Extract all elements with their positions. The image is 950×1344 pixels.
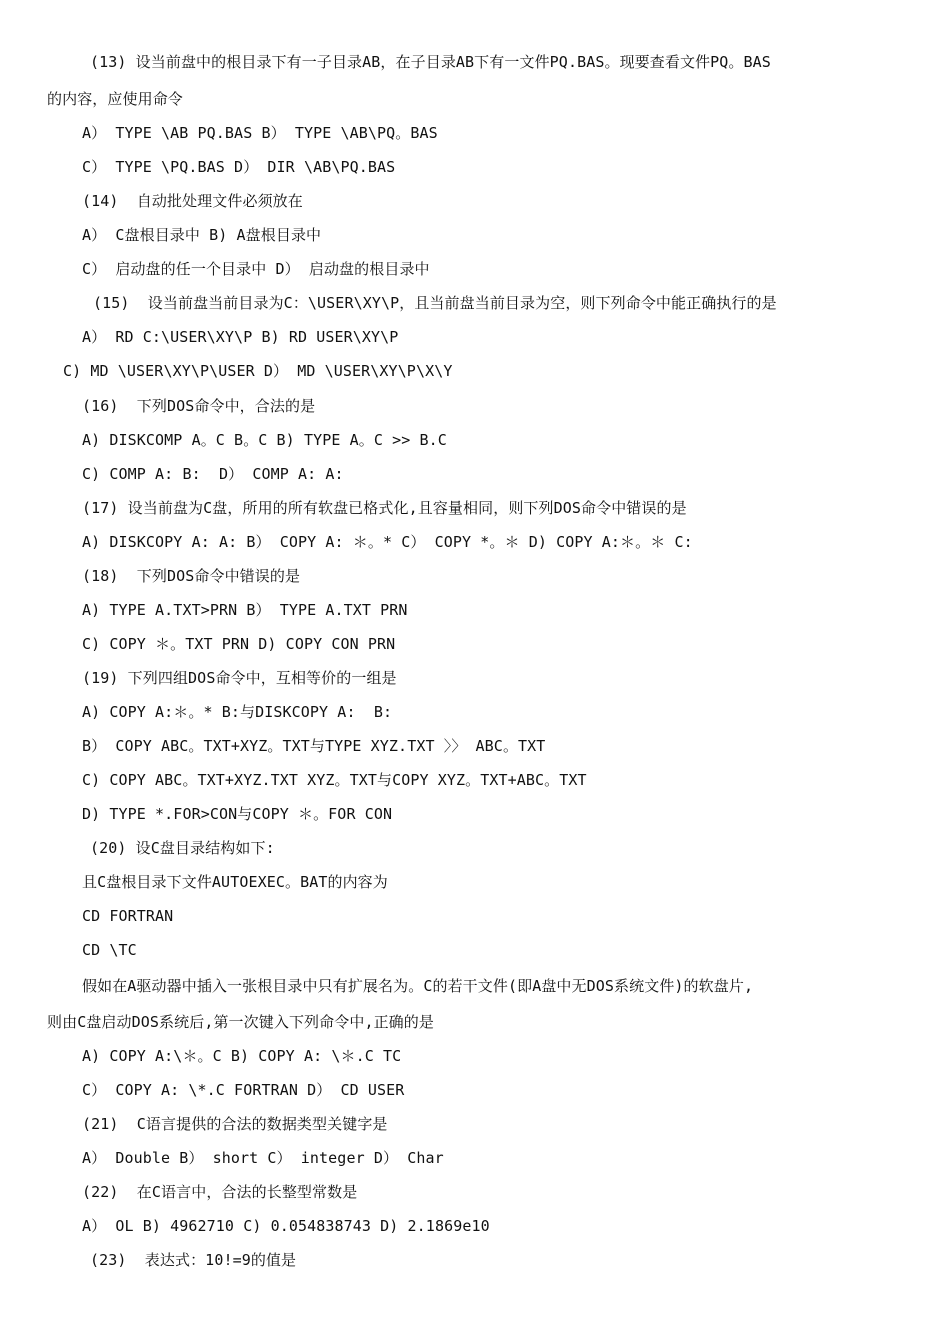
question-14-stem: (14) 自动批处理文件必须放在	[82, 192, 303, 210]
question-20-context-1: 假如在A驱动器中插入一张根目录中只有扩展名为。C的若干文件(即A盘中无DOS系统文件)的软盘片,	[82, 977, 754, 995]
question-19-option-b: B） COPY ABC。TXT+XYZ。TXT与TYPE XYZ.TXT 〉〉 ABC。TXT	[82, 737, 546, 755]
question-20-code-line-1: CD FORTRAN	[82, 907, 174, 925]
question-20-autoexec: 且C盘根目录下文件AUTOEXEC。BAT的内容为	[82, 873, 388, 891]
question-16-options-cd: C) COMP A: B: D） COMP A: A:	[82, 465, 344, 483]
question-19-stem: (19) 下列四组DOS命令中，互相等价的一组是	[82, 669, 397, 687]
question-20-code-line-2: CD \TC	[82, 941, 137, 959]
question-21-options: A） Double B） short C） integer D） Char	[82, 1149, 444, 1167]
question-21-stem: (21) C语言提供的合法的数据类型关键字是	[82, 1115, 388, 1133]
question-14-options-ab: A） C盘根目录中 B) A盘根目录中	[82, 226, 322, 244]
question-13-options-cd: C） TYPE \PQ.BAS D） DIR \AB\PQ.BAS	[82, 158, 396, 176]
question-22-options: A） OL B) 4962710 C) 0.054838743 D) 2.1869e10	[82, 1217, 490, 1235]
question-15-stem: (15) 设当前盘当前目录为C：\USER\XY\P，且当前盘当前目录为空，则下列命令中能正确执行的是	[93, 294, 777, 312]
question-13-stem-line-2: 的内容，应使用命令	[47, 90, 183, 108]
question-20-options-ab: A) COPY A:\＊。C B) COPY A: \＊.C TC	[82, 1047, 402, 1065]
question-15-options-ab: A） RD C:\USER\XY\P B) RD USER\XY\P	[82, 328, 399, 346]
question-19-option-a: A) COPY A:＊。* B:与DISKCOPY A: B:	[82, 703, 393, 721]
question-23-stem: (23) 表达式：10!=9的值是	[90, 1251, 297, 1269]
question-16-stem: (16) 下列DOS命令中，合法的是	[82, 397, 316, 415]
question-14-options-cd: C） 启动盘的任一个目录中 D） 启动盘的根目录中	[82, 260, 430, 278]
question-16-options-ab: A) DISKCOMP A。C B。C B) TYPE A。C >> B.C	[82, 431, 447, 449]
question-13-stem-line-1: (13) 设当前盘中的根目录下有一子目录AB，在子目录AB下有一文件PQ.BAS。现要查看文件PQ。BAS	[90, 53, 771, 71]
question-17-options: A) DISKCOPY A: A: B） COPY A: ＊。* C） COPY *。＊ D) COPY A:＊。＊ C:	[82, 533, 693, 551]
question-20-stem: (20) 设C盘目录结构如下:	[90, 839, 275, 857]
question-19-option-d: D) TYPE *.FOR>CON与COPY ＊。FOR CON	[82, 805, 393, 823]
question-15-options-cd: C) MD \USER\XY\P\USER D） MD \USER\XY\P\X\Y	[63, 362, 453, 380]
question-20-context-2: 则由C盘启动DOS系统后,第一次键入下列命令中,正确的是	[47, 1013, 434, 1031]
question-13-options-ab: A） TYPE \AB PQ.BAS B） TYPE \AB\PQ。BAS	[82, 124, 438, 142]
question-18-options-ab: A) TYPE A.TXT>PRN B） TYPE A.TXT PRN	[82, 601, 408, 619]
question-22-stem: (22) 在C语言中，合法的长整型常数是	[82, 1183, 358, 1201]
question-18-options-cd: C) COPY ＊。TXT PRN D) COPY CON PRN	[82, 635, 396, 653]
question-18-stem: (18) 下列DOS命令中错误的是	[82, 567, 301, 585]
question-20-options-cd: C） COPY A: \*.C FORTRAN D） CD USER	[82, 1081, 405, 1099]
question-17-stem: (17) 设当前盘为C盘，所用的所有软盘已格式化,且容量相同，则下列DOS命令中错误的是	[82, 499, 687, 517]
question-19-option-c: C) COPY ABC。TXT+XYZ.TXT XYZ。TXT与COPY XYZ。TXT+ABC。TXT	[82, 771, 587, 789]
